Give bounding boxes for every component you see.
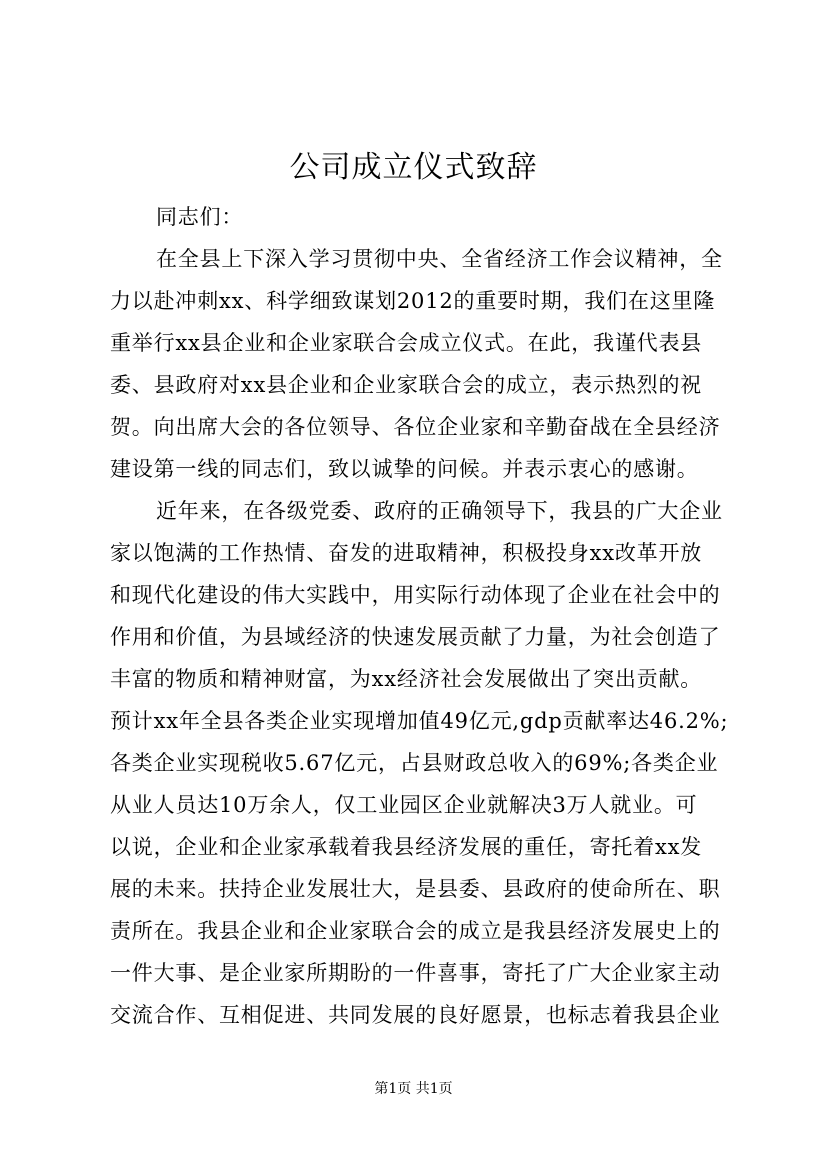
- document-body: [110, 196, 730, 1036]
- text-line: 交流合作、互相促进、共同发展的良好愿景，也标志着我县企业: [110, 1003, 721, 1027]
- text-line: 一件大事、是企业家所期盼的一件喜事，寄托了广大企业家主动: [110, 961, 721, 985]
- text-line: 各类企业实现税收5.67亿元，占县财政总收入的69%;各类企业: [110, 751, 719, 775]
- text-line: 责所在。我县企业和企业家联合会的成立是我县经济发展史上的: [110, 919, 721, 943]
- text-line: 展的未来。扶持企业发展壮大，是县委、县政府的使命所在、职: [110, 877, 721, 901]
- text-line: 以说，企业和企业家承载着我县经济发展的重任，寄托着xx发: [110, 835, 703, 859]
- text-line: 近年来，在各级党委、政府的正确领导下，我县的广大企业: [156, 499, 723, 523]
- text-line: 丰富的物质和精神财富，为xx经济社会发展做出了突出贡献。: [110, 667, 703, 691]
- text-line: 从业人员达10万余人，仅工业园区企业就解决3万人就业。可: [110, 793, 698, 817]
- text-line: 预计xx年全县各类企业实现增加值49亿元,gdp贡献率达46.2%;: [110, 709, 729, 733]
- text-line: 力以赴冲刺xx、科学细致谋划2012的重要时期，我们在这里隆: [110, 289, 716, 313]
- text-line: 作用和价值，为县域经济的快速发展贡献了力量，为社会创造了: [110, 625, 721, 649]
- text-line: 委、县政府对xx县企业和企业家联合会的成立，表示热烈的祝: [110, 373, 703, 397]
- page-footer: 第1页 共1页: [374, 1081, 453, 1097]
- text-line: 家以饱满的工作热情、奋发的进取精神，积极投身xx改革开放: [110, 541, 703, 565]
- text-line: 在全县上下深入学习贯彻中央、全省经济工作会议精神，全: [156, 247, 723, 271]
- salutation-line: 同志们：: [156, 205, 244, 229]
- text-line: 贺。向出席大会的各位领导、各位企业家和辛勤奋战在全县经济: [110, 415, 721, 439]
- text-line: 重举行xx县企业和企业家联合会成立仪式。在此，我谨代表县: [110, 331, 703, 355]
- text-line: 建设第一线的同志们，致以诚挚的问候。并表示衷心的感谢。: [110, 457, 699, 481]
- document-title: 公司成立仪式致辞: [289, 150, 538, 185]
- text-line: 和现代化建设的伟大实践中，用实际行动体现了企业在社会中的: [110, 583, 721, 607]
